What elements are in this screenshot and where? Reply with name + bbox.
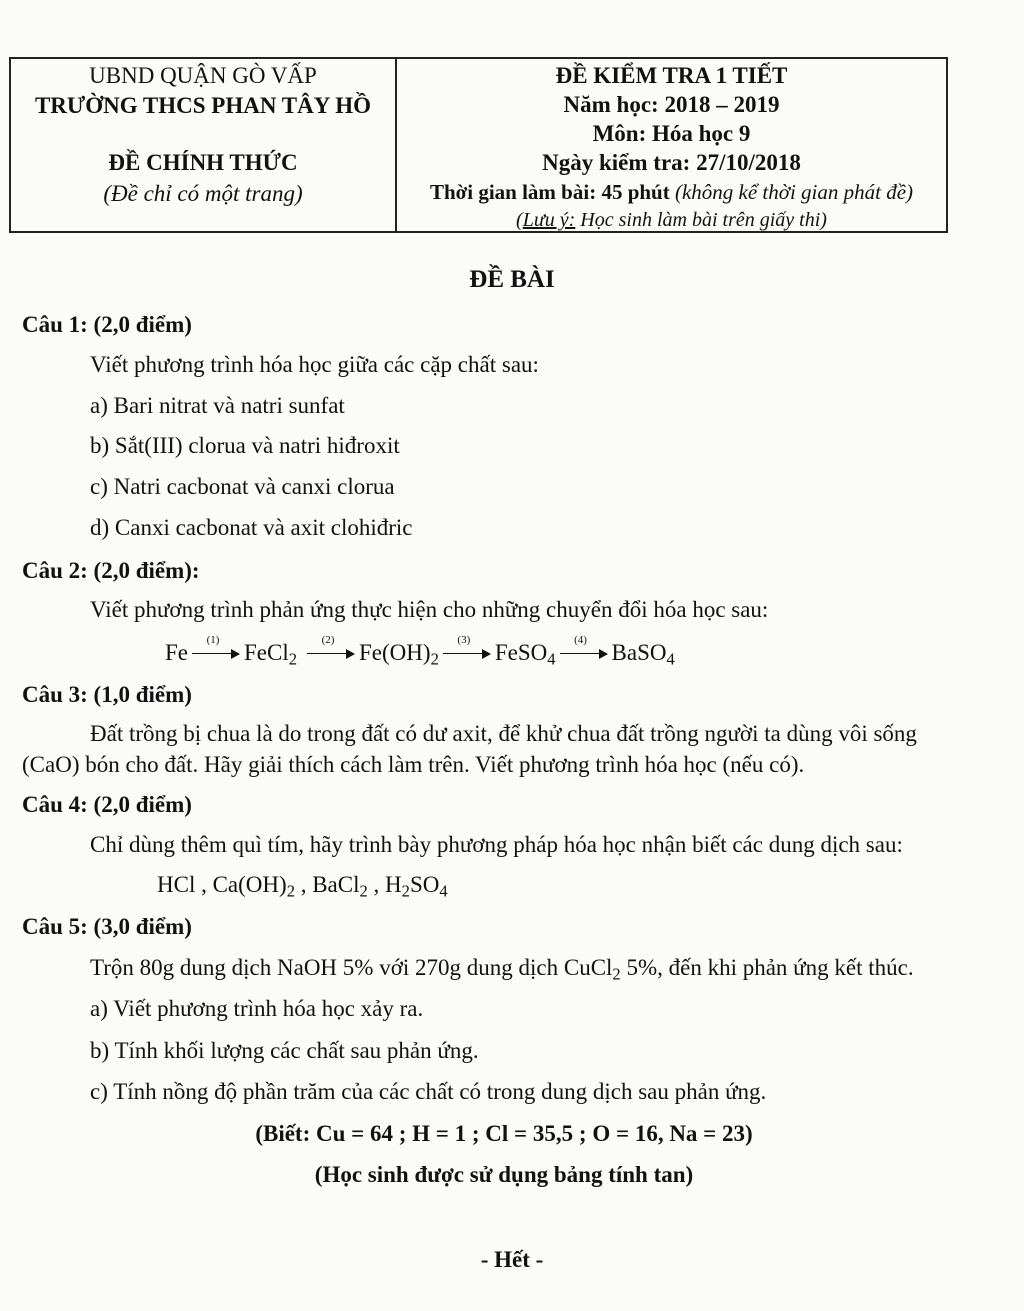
page-title: ĐỀ BÀI: [469, 266, 555, 293]
exam-header-table: [9, 57, 948, 233]
school-year: Năm học: 2018 – 2019: [563, 92, 780, 117]
reminder-open: (: [516, 209, 523, 231]
exam-date: Ngày kiểm tra: 27/10/2018: [542, 150, 801, 175]
solubility-table-note: (Học sinh được sử dụng bảng tính tan): [314, 1162, 694, 1187]
question-5-intro: Trộn 80g dung dịch NaOH 5% với 270g dung dịch CuCl$_2$ 5%, đến khi phản ứng kết thúc.: [90, 955, 914, 984]
reminder-label: Lưu ý:: [522, 209, 576, 231]
time-value: 45 phút: [601, 180, 670, 204]
question-5-item-b: b) Tính khối lượng các chất sau phản ứng.: [90, 1038, 479, 1063]
question-1-item-d: d) Canxi cacbonat và axit clohiđric: [90, 515, 413, 540]
question-4-solutions: HCl , $Ca(OH)_2$ , BaCl$_2$ , $H_2SO_4$: [157, 872, 448, 901]
reaction-arrow-1: (1): [192, 640, 240, 660]
question-1-item-a: a) Bari nitrat và natri sunfat: [90, 393, 345, 418]
question-2-intro: Viết phương trình phản ứng thực hiện cho những chuyển đổi hóa học sau:: [90, 597, 769, 622]
reminder-text: Học sinh làm bài trên giấy thi): [580, 209, 827, 231]
page-note: (Đề chỉ có một trang): [103, 181, 303, 206]
species-baso4: BaSO$_4$: [611, 640, 675, 669]
question-3-heading: Câu 3: (1,0 điểm): [22, 682, 192, 707]
reaction-arrow-2: (2): [307, 640, 355, 660]
reaction-scheme: [165, 634, 675, 669]
reminder: [397, 206, 946, 234]
question-3-line-2: (CaO) bón cho đất. Hãy giải thích cách làm trên. Viết phương trình hóa học (nếu có).: [22, 752, 805, 777]
question-4-heading: Câu 4: (2,0 điểm): [22, 792, 192, 817]
question-5-heading: Câu 5: (3,0 điểm): [22, 914, 192, 939]
school-name: TRƯỜNG THCS PHAN TÂY HỒ: [34, 93, 372, 118]
question-2-heading: Câu 2: (2,0 điểm):: [22, 558, 200, 583]
official-status: ĐỀ CHÍNH THỨC: [108, 150, 298, 175]
reaction-arrow-4: (4): [560, 640, 608, 660]
time-limit: [397, 178, 946, 206]
question-5-item-a: a) Viết phương trình hóa học xảy ra.: [90, 996, 424, 1021]
question-1-intro: Viết phương trình hóa học giữa các cặp chất sau:: [90, 352, 539, 377]
atomic-masses: (Biết: Cu = 64 ; H = 1 ; Cl = 35,5 ; O = 16, Na = 23): [255, 1121, 753, 1146]
department-name: UBND QUẬN GÒ VẤP: [89, 63, 317, 88]
question-1-item-b: b) Sắt(III) clorua và natri hiđroxit: [90, 433, 400, 458]
time-label: Thời gian làm bài:: [429, 180, 597, 204]
subject: Môn: Hóa học 9: [592, 121, 751, 146]
question-3-line-1: Đất trồng bị chua là do trong đất có dư axit, để khử chua đất trồng người ta dùng vôi sống: [90, 721, 917, 746]
time-note: (không kể thời gian phát đề): [674, 180, 914, 204]
species-feso4: FeSO$_4$: [494, 640, 556, 669]
reaction-arrow-3: (3): [443, 640, 491, 660]
question-5-item-c: c) Tính nồng độ phần trăm của các chất có trong dung dịch sau phản ứng.: [90, 1079, 767, 1104]
exam-title: ĐỀ KIỂM TRA 1 TIẾT: [555, 63, 788, 88]
header-left-column: [11, 59, 397, 231]
header-right-column: [397, 59, 946, 231]
species-fecl2: FeCl$_2$: [244, 640, 298, 669]
species-feoh2: $Fe(OH)_2$: [359, 640, 439, 669]
species-fe: Fe: [165, 640, 188, 665]
question-1-heading: Câu 1: (2,0 điểm): [22, 312, 192, 337]
end-marker: - Hết -: [480, 1247, 544, 1272]
question-4-intro: Chỉ dùng thêm quì tím, hãy trình bày phương pháp hóa học nhận biết các dung dịch sau:: [90, 832, 903, 857]
question-1-item-c: c) Natri cacbonat và canxi clorua: [90, 474, 395, 499]
